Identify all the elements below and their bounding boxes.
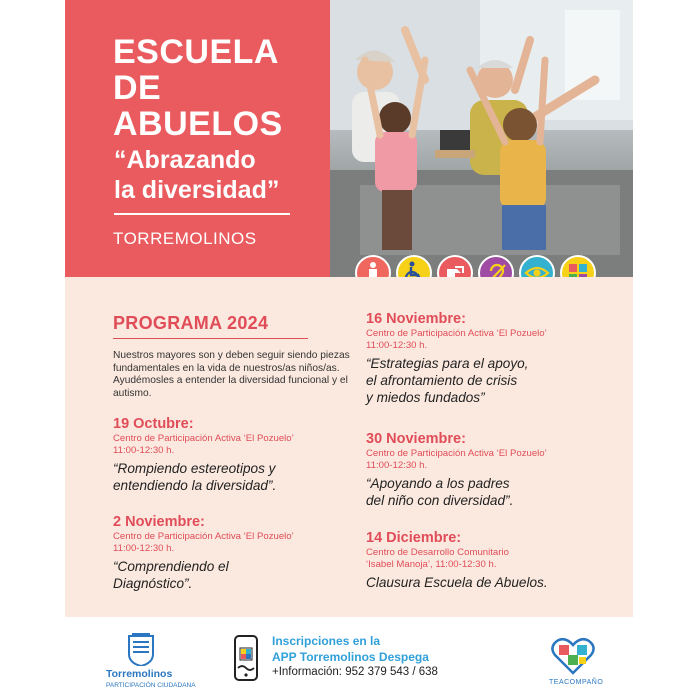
- event-date: 30 Noviembre:: [366, 431, 466, 447]
- event-date: 16 Noviembre:: [366, 311, 466, 327]
- puzzle-heart-icon: [549, 633, 597, 677]
- subtitle-line: “Abrazando: [114, 146, 256, 174]
- torremolinos-logo: [128, 632, 154, 666]
- event-place: Centro de Desarrollo Comunitario ‘Isabel Manoja’, 11:00-12:30 h.: [366, 547, 509, 570]
- event-place: Centro de Participación Activa ‘El Pozuelo’ 11:00-12:30 h.: [113, 531, 294, 554]
- event-date: 2 Noviembre:: [113, 514, 205, 530]
- phone-app-icon: [232, 634, 260, 684]
- event-place: Centro de Participación Activa ‘El Pozuelo’ 11:00-12:30 h.: [366, 448, 547, 471]
- city-shield-icon: [128, 632, 154, 666]
- logo-subtitle: PARTICIPACIÓN CIUDADANA: [106, 682, 196, 689]
- event-item: [366, 431, 547, 509]
- event-title: “Apoyando a los padres del niño con diversidad”.: [366, 476, 514, 508]
- teacompano-logo: [549, 633, 597, 677]
- event-date: 19 Octubre:: [113, 416, 194, 432]
- event-place: Centro de Participación Activa ‘El Pozuelo’ 11:00-12:30 h.: [113, 433, 294, 456]
- family-photo: [330, 0, 633, 277]
- subtitle-line: la diversidad”: [114, 176, 280, 204]
- city-label: TORREMOLINOS: [113, 229, 257, 248]
- title-line: ABUELOS: [113, 105, 283, 143]
- event-title: “Estrategias para el apoyo, el afrontamiento de crisis y miedos fundados”: [366, 356, 529, 405]
- event-title: “Rompiendo estereotipos y entendiendo la diversidad”.: [113, 461, 277, 493]
- poster-title: [113, 34, 283, 142]
- teacompano-text: TEACOMPAÑO: [549, 679, 604, 686]
- program-title: PROGRAMA 2024: [113, 313, 269, 333]
- program-intro: Nuestros mayores son y deben seguir siendo piezas fundamentales en la vida de nuestros/as niños/as. Ayudémosles a entender la diversidad funcional y el autismo.: [113, 350, 350, 399]
- title-divider: [114, 213, 290, 215]
- event-date: 14 Diciembre:: [366, 530, 462, 546]
- info-phone: +Información: 952 379 543 / 638: [272, 666, 438, 678]
- event-item: [366, 530, 548, 591]
- event-item: [113, 514, 294, 592]
- event-item: [113, 416, 294, 494]
- title-line: ESCUELA: [113, 33, 279, 71]
- event-place: Centro de Participación Activa ‘El Pozuelo’ 11:00-12:30 h.: [366, 328, 547, 351]
- title-line: DE: [113, 69, 162, 107]
- event-title: “Comprendiendo el Diagnóstico”.: [113, 559, 229, 591]
- event-item: [366, 311, 547, 406]
- logo-name: Torremolinos: [106, 668, 173, 680]
- program-title-underline: [113, 338, 308, 339]
- event-title: Clausura Escuela de Abuelos.: [366, 575, 548, 590]
- poster-subtitle: [114, 145, 279, 205]
- inscription-text: Inscripciones en la APP Torremolinos Despega: [272, 634, 429, 664]
